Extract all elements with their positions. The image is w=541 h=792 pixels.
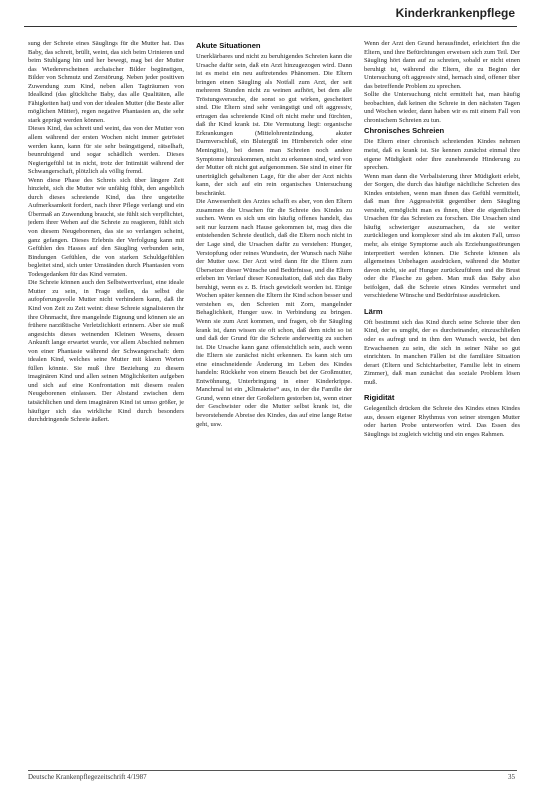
- body-paragraph: Wenn man dann die Verbalisierung ihrer Müdigkeit erlebt, der Sorgen, die durch das häufige nächtliche Schreien des Kindes entstehen, wenn man ihnen das Gefühl vermittelt, daß man ihre Aggressivität gegenüber dem Säugling versteht, ermöglicht man es ihnen, über die eigentlichen Ursachen für das Schreien zu forschen. Die Ursachen sind häufig schwieriger auszumachen, da sie weiter zurückliegen und komplexer sind als im akuten Fall, umso mehr, als einige Symptome auch als Erziehungsstörungen interpretiert werden können. Die Schreie können als allgemeines Unbehagen ausdrücken, während die Mutter davon nicht, sie auf Hunger zurückzuführen und die Brust oder die Flasche zu geben. Man muß das Baby also beifolgen, daß die Schreie eines Kindes vermehrt und verschiedene Wünsche und Bedürfnisse ausdrücken.: [364, 172, 520, 300]
- footer-rule: [28, 770, 517, 771]
- page-number: 35: [508, 773, 515, 781]
- body-paragraph: Wenn diese Phase des Schreis sich über längere Zeit hinzieht, sich die Mutter wie unfähig fühlt, den angeblich durch dieses schreiende Kind, das ihre ungeteilte Aufmerksamkeit fordert, nach ihrer Pflege verlangt und ein Übermaß an Zuwendung braucht, sie fühlt sich verpflichtet, jedem ihrer Wehen auf die Schreie zu reagieren, fühlt sich von diesem Neugeborenen, das sie so verlangen scheint, ganz gefangen. Dieses Erlebnis der Verfolgung kann mit Gefühlen des Hasses auf den Säugling verbunden sein, Bindungen Gefühlen, die von starken Schuldgefühlen begleitet sind, sich unter Umständen durch Phantasien vom Todesgedanken für das Kind verraten.: [28, 176, 184, 278]
- section-heading: Chronisches Schreien: [364, 126, 445, 136]
- column-1: [28, 40, 184, 766]
- article-body: [28, 40, 520, 766]
- body-paragraph: Die Schreie können auch den Selbstwertverlust, eine ideale Mutter zu sein, in Frage stellen, da selbst die aufopferungsvolle Mutter nicht verhindern kann, daß ihr Kind von Zeit zu Zeit weint: diese Schreie signalisieren ihr ihre Ohnmacht, ihre mangelnde Eignung und können sie an frühere narzißtische Verletzlichkeit erinnern. Aber sie muß angesichts dieses weinenden Kleinen Wesens, dessen Ankunft lange erwartet wurde, vor allem Abschied nehmen von einer Phantasie während der Schwangerschaft: dem idealen Kind, welches seine Mutter mit klaren Worten füllen könnte. Sie muß ihre Beziehung zu diesem imaginären Kind und allen seinen Möglichkeiten aufgeben und sich auf eine Konfrontation mit diesem realen Neugeborenen einlassen. Der Abstand zwischen dem tatsächlichen und dem imaginären Kind ist umso größer, je häufiger sich das wirkliche Kind durch besonders durchdringende Schreie äußert.: [28, 279, 184, 424]
- body-paragraph: Oft bestimmt sich das Kind durch seine Schreie über den Kind, der es umgibt, der es durcheinander, einzuschließen oder es aufregt und in ihm den Wunsch weckt, bei den Erwachsenen zu sein, die sich in seiner Nähe so gut einrichten. In manchen Fällen ist die familiäre Situation derart (Eltern und Schichtarbeiter, Familie lebt in einem Zimmer), daß man zunächst das soziale Problem lösen muß.: [364, 318, 520, 386]
- footer-journal-citation: Deutsche Krankenpflegezeitschrift 4/1987: [28, 773, 147, 781]
- body-paragraph: Die Anwesenheit des Arztes schafft es aber, von den Eltern zusammen die Ursachen für die Schreie des Kindes zu suchen. Wenn es sich um ein häufig offenes handelt, das seit nur kurzem nach Hause gekommen ist, mag dies die entstehenden Schreie deutlich, daß die Eltern noch nicht in der Lage sind, die Ursachen dafür zu verstehen: Hunger, Verstopfung oder reines Wundsein, der Wunsch nach Nähe der Mutter usw. Der Arzt wird dann für die Eltern zum Übersetzer dieser Wünsche und Bedürfnisse, und die Eltern erleben im Verlauf dieser Konsultation, daß sich das Baby beruhigt, wenn es z. B. frisch gewickelt worden ist. Einige Wochen später kennen die Eltern ihr Kind schon besser und verstehen es, den Schreien mit Zorn, mangelnder Behaglichkeit, Hunger usw. in Verbindung zu bringen. Wenn sie zum Arzt kommen, und fragen, ob ihr Säugling krank ist, dann wissen sie oft schon, daß dem nicht so ist und daß der Grund für die Schreie anderweitig zu suchen ist. Die Ursache kann ganz offensichtlich sein, auch wenn die Eltern sie zunächst nicht erkennen. Es kann sich um eine einschneidende Änderung im Leben des Kindes handeln: Rückkehr von einem Besuch bei der Großmutter, Entwöhnung, Unterbringung in einer Kinderkrippe. Manchmal ist ein „Klimakrise“ aus, in der die Familie der Grund, wenn einer der Großeltern gestorben ist, wenn einer der Geschwister oder die Mutter selbst krank ist, die bevorstehende Abreise des Kindes, das auf eine lange Reise geht, usw.: [196, 198, 352, 428]
- section-heading: Lärm: [364, 306, 383, 316]
- body-paragraph: Unerklärbares und nicht zu beruhigendes Schreien kann die Ursache dafür sein, daß ein Arzt hinzugezogen wird. Dann ist es meist ein neu auftretendes Phänomen. Die Eltern bringen einen Säugling als Notfall zum Arzt, der seit mehreren Stunden nicht zu weinen aufhört, bei dem alle Tröstungsversuche, die sonst so gut wirken, gescheitert sind. Die Eltern sind sehr verängstigt und oft aggressiv, ertragen das schreiende Kind oft nicht mehr und fürchten, daß ihr Kind krank ist. Die Vermutung liegt: organische Erkrankungen (Mittelohrentzündung, akuter Darmverschluß, ein Blutergüß im Hirnbereich oder eine Meningitis), bei denen man Schreien noch andere Symptome hinzukommen, nicht zu erkennen sind, wird von der Mutter oft nicht gut aufgenommen. Sie sind in einer für unerträglich gehaltenen Lage, für die aber der Arzt nichts kann, der sich auf ein rein organisches Untersuchung beschränkt.: [196, 53, 352, 197]
- column-2: [196, 40, 352, 766]
- header-rule: [24, 26, 517, 27]
- body-paragraph: Gelegentlich drücken die Schreie des Kindes eines Kindes aus, dessen eigener Rhythmus von seiner strengen Mutter oder harten Probe unterworfen wird. Das Essen des Säuglings ist zugleich wichtig und ein enges Rahmen.: [364, 405, 520, 438]
- body-paragraph: Dieses Kind, das schreit und weint, das von der Mutter von allem während der ersten Wochen nicht immer getröstet werden kann, kann für sie sehr beängstigend, rätselhaft, beunruhigend und sogar schädlich werden. Dieses Negiertgefühl ist in nicht, trotz der Intimität während der Schwangerschaft, plötzlich als völlig fremd.: [28, 125, 184, 176]
- column-3: [364, 40, 520, 766]
- running-header-title: Kinderkrankenpflege: [395, 6, 515, 20]
- body-paragraph: Wenn der Arzt den Grund herausfindet, erleichtert ihn die Eltern, und ihre Befürchtungen erweisen sich zum Teil. Der Säugling hört dann auf zu schreien, sobald er nicht einen beruhigt ist, während die Eltern, die zu Beginn der Untersuchung oft aggressiv sind, hernach sind, offener über das betreffende Problem zu sprechen.: [364, 40, 520, 90]
- body-paragraph: Sollte die Untersuchung nicht ermittelt hat, man häufig beobachten, daß keinen die Schreie in den nächsten Tagen und Wochen wieder, dann haben wir es mit einem Fall von chronischem Schreien zu tun.: [364, 91, 520, 124]
- section-heading: Akute Situationen: [196, 41, 261, 50]
- body-paragraph: sung der Schreie eines Säuglings für die Mutter hat. Das Baby, das schreit, brüllt, weint, das sich beim Urinieren und beim Stuhlgang hin und her bewegt, mag bei der Mutter das Wiedererscheinen archaischer Bilder begünstigen, Bilder von Schmutz und Zerstörung. Neben jeder positiven Zuwendung zum Kind, neben allen Tagträumen von Idealkind (das glückliche Baby, das alle Qualitäten, alle Fähigkeiten hat) und von der idealen Mutter (die Beste aller möglichen Mütter), regen negative Phantasien an, die sehr stark geprägt werden können.: [28, 40, 184, 124]
- body-paragraph: Die Eltern einer chronisch schreienden Kindes nehmen meist, daß es krank ist. Sie kennen zunächst einmal ihre eigene Müdigkeit oder ihre zunehmende Hinderung zu sprechen.: [364, 138, 520, 172]
- section-heading: Rigidität: [364, 393, 395, 403]
